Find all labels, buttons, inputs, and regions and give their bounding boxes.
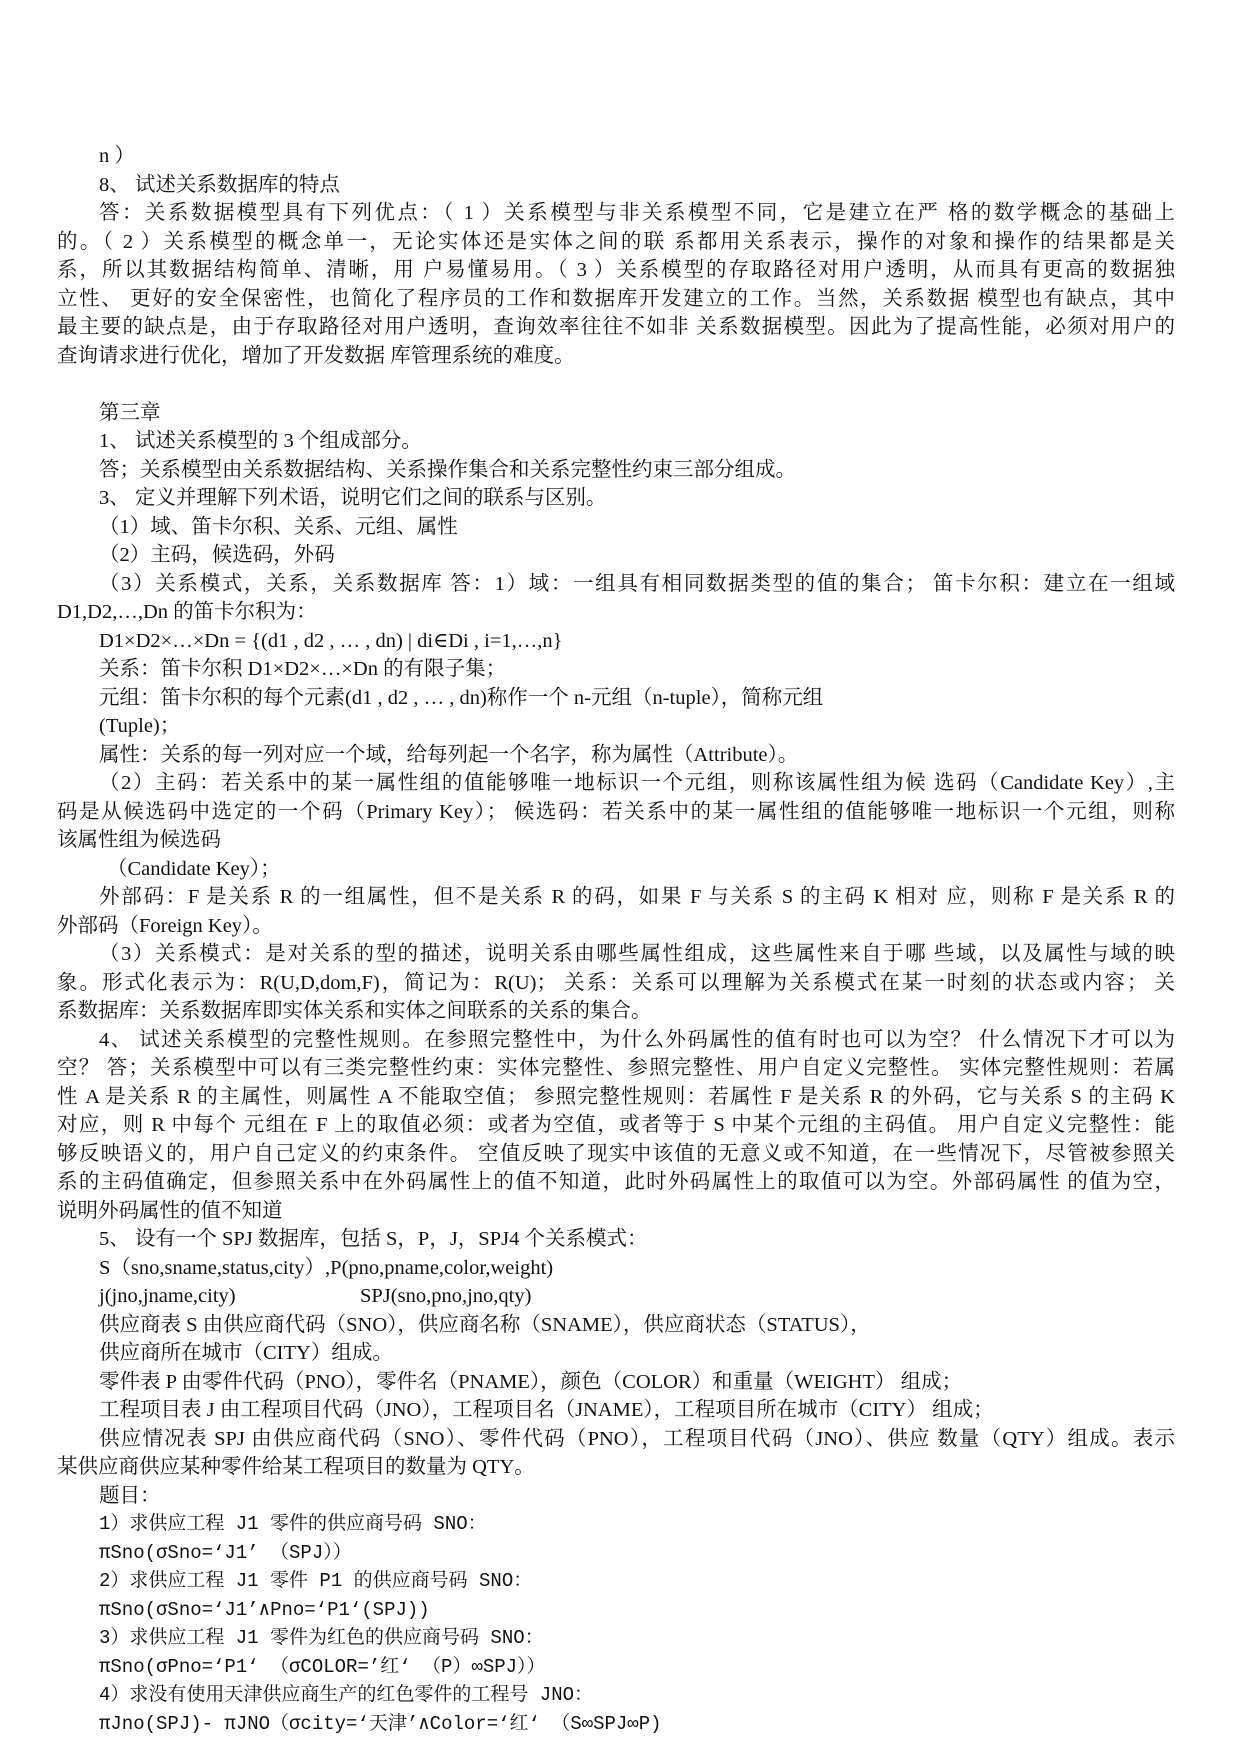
schema-spj: SPJ(sno,pno,jno,qty): [360, 1285, 532, 1307]
task-question: 1）求供应工程 J1 零件的供应商号码 SNO：: [99, 1513, 487, 1535]
question-title: 1、 试述关系模型的 3 个组成部分。: [99, 430, 422, 452]
task-question: 2）求供应工程 J1 零件 P1 的供应商号码 SNO：: [99, 1570, 533, 1592]
description-line: 供应商所在城市（CITY）组成。: [99, 1342, 393, 1364]
text-line: 元组：笛卡尔积的每个元素(d1 , d2 , … , dn)称作一个 n-元组（n-tuple），简称元组: [99, 686, 824, 709]
relational-algebra-expression: πJno(SPJ)- πJNO（σcity=‘天津’∧Color=‘红‘ （S∞SPJ∞P): [99, 1712, 662, 1735]
text-line: (Tuple)；: [99, 715, 181, 737]
schema-line: [57, 1282, 1175, 1311]
answer-line: 查询请求进行优化，增加了开发数据 库管理系统的难度。: [57, 344, 575, 367]
question-title: 8、 试述关系数据库的特点: [99, 173, 340, 196]
description-line: 零件表 P 由零件代码（PNO），零件名（PNAME），颜色（COLOR）和重量（WEIGHT） 组成；: [99, 1370, 963, 1393]
text-line: 属性：关系的每一列对应一个域，给每列起一个名字，称为属性（Attribute）。: [99, 743, 799, 766]
document-body: [57, 142, 1175, 1738]
text-line: （Candidate Key）；: [107, 857, 281, 880]
text-line: D1,D2,…,Dn 的笛卡尔积为：: [57, 601, 317, 623]
text-line: 对应，则 R 中每个 元组在 F 上的取值必须：或者为空值，或者等于 S 中某个元组的主码值。 用户自定义完整性：能: [57, 1114, 1175, 1136]
answer-line: 系，所以其数据结构简单、清晰，用 户易懂易用。（ 3 ）关系模型的存取路径对用户透明，从而具有更高的数据独: [57, 259, 1175, 281]
text-line: 象。形式化表示为：R(U,D,dom,F)，简记为：R(U)； 关系：关系可以理解为关系模式在某一时刻的状态或内容； 关: [57, 971, 1175, 994]
answer-line: 最主要的缺点是，由于存取路径对用户透明，查询效率往往不如非 关系数据模型。因此为了提高性能，必须对用户的: [57, 316, 1175, 338]
answer-line: 的。（ 2 ）关系模型的概念单一，无论实体还是实体之间的联 系都用关系表示，操作的对象和操作的结果都是关: [57, 230, 1175, 253]
text-line: 性 A 是关系 R 的主属性，则属性 A 不能取空值； 参照完整性规则：若属性 F 是关系 R 的外码，它与关系 S 的主码 K: [57, 1085, 1175, 1108]
answer-line: 立性、 更好的安全保密性，也简化了程序员的工作和数据库开发建立的工作。当然，关系数据 模型也有缺点，其中: [57, 287, 1175, 310]
text-line: 说明外码属性的值不知道: [57, 1199, 283, 1222]
term-item: （2）主码，候选码，外码: [99, 544, 335, 566]
text-line: 系的主码值确定，但参照关系中在外码属性上的值不知道，此时外码属性上的取值可以为空。外部码属性 的值为空，: [57, 1171, 1175, 1193]
description-line: 某供应商供应某种零件给某工程项目的数量为 QTY。: [57, 1456, 535, 1478]
formula-line: D1×D2×…×Dn = {(d1 , d2 , … , dn) | di∈Di , i=1,…,n}: [99, 629, 563, 652]
text-line: 够反映语义的，用户自己定义的约束条件。 空值反映了现实中该值的无意义或不知道，在一些情况下，尽管被参照关: [57, 1142, 1175, 1165]
text-line: 外部码：F 是关系 R 的一组属性，但不是关系 R 的码，如果 F 与关系 S 的主码 K 相对 应，则称 F 是关系 R 的: [99, 886, 1175, 908]
relational-algebra-expression: πSno(σSno=‘J1’ （SPJ））: [99, 1541, 352, 1564]
task-question: 3）求供应工程 J1 零件为红色的供应商号码 SNO：: [99, 1627, 544, 1649]
description-line: 供应情况表 SPJ 由供应商代码（SNO）、零件代码（PNO），工程项目代码（JNO）、供应 数量（QTY）组成。表示: [99, 1427, 1175, 1450]
description-line: 工程项目表 J 由工程项目代码（JNO），工程项目名（JNAME），工程项目所在城市（CITY） 组成；: [99, 1399, 994, 1421]
text-line: 空？ 答；关系模型中可以有三类完整性约束：实体完整性、参照完整性、用户自定义完整性。 实体完整性规则：若属: [57, 1057, 1175, 1079]
answer-line: 答：关系数据模型具有下列优点：（ 1 ）关系模型与非关系模型不同，它是建立在严 格的数学概念的基础上: [99, 202, 1175, 224]
paragraph-gap: [57, 370, 1175, 399]
answer-line: 答；关系模型由关系数据结构、关系操作集合和关系完整性约束三部分组成。: [99, 458, 796, 481]
text-line: 外部码（Foreign Key）。: [57, 914, 273, 937]
text-line: （2）主码：若关系中的某一属性组的值能够唯一地标识一个元组，则称该属性组为候 选码（Candidate Key）,主: [99, 772, 1175, 794]
schema-j: j(jno,jname,city): [99, 1285, 236, 1307]
tasks-label: 题目：: [99, 1484, 161, 1507]
description-line: 供应商表 S 由供应商代码（SNO），供应商名称（SNAME），供应商状态（STATUS），: [99, 1313, 871, 1336]
chapter-heading: 第三章: [99, 401, 161, 424]
text-line: （3）关系模式，关系，关系数据库 答：1）域：一组具有相同数据类型的值的集合； 笛卡尔积：建立在一组域: [99, 572, 1175, 595]
text-line: 系数据库：关系数据库即实体关系和实体之间联系的关系的集合。: [57, 1000, 652, 1022]
relational-algebra-expression: πSno(σPno=‘P1‘ （σCOLOR=’红‘ （P）∞SPJ））: [99, 1655, 546, 1678]
question-title: 5、 设有一个 SPJ 数据库，包括 S，P，J，SPJ4 个关系模式：: [99, 1228, 648, 1250]
question-title: 4、 试述关系模型的完整性规则。在参照完整性中，为什么外码属性的值有时也可以为空？ 什么情况下才可以为: [99, 1028, 1175, 1051]
text-line: 码是从候选码中选定的一个码（Primary Key）； 候选码：若关系中的某一属性组的值能够唯一地标识一个元组，则称: [57, 800, 1175, 823]
text-line: （3）关系模式：是对关系的型的描述，说明关系由哪些属性组成，这些属性来自于哪 些域，以及属性与域的映: [99, 943, 1175, 965]
page-fragment: n ）: [99, 145, 135, 167]
question-title: 3、 定义并理解下列术语，说明它们之间的联系与区别。: [99, 487, 607, 509]
text-line: 该属性组为候选码: [57, 829, 221, 851]
task-question: 4）求没有使用天津供应商生产的红色零件的工程号 JNO：: [99, 1684, 594, 1706]
term-item: （1）域、笛卡尔积、关系、元组、属性: [99, 515, 458, 538]
text-line: 关系：笛卡尔积 D1×D2×…×Dn 的有限子集；: [99, 658, 507, 680]
relational-algebra-expression: πSno(σSno=‘J1’∧Pno=‘P1‘(SPJ)): [99, 1598, 430, 1621]
schema-line: S（sno,sname,status,city）,P(pno,pname,color,weight): [99, 1256, 554, 1279]
